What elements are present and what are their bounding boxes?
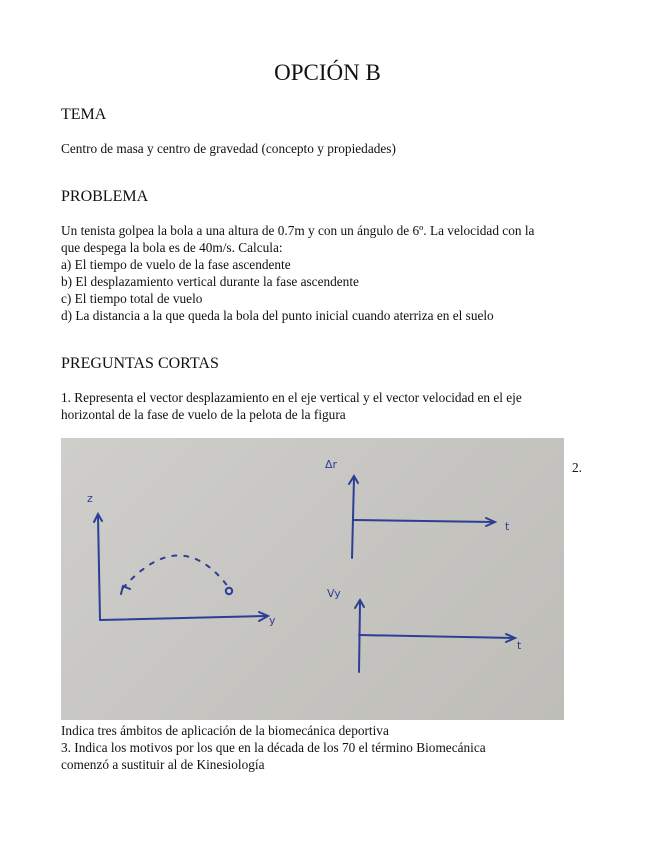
vy-t-axis [359,635,513,638]
page-title: OPCIÓN B [274,60,381,85]
problema-line: que despega la bola es de 40m/s. Calcula: [61,240,283,255]
y-axis [100,616,266,620]
problema-heading: PROBLEMA [61,188,149,205]
trajectory-dashed [123,556,229,589]
dr-axis [352,478,354,558]
question-3-line: 3. Indica los motivos por los que en la década de los 70 el término Biomecánica [61,740,486,755]
label-y: y [269,614,276,627]
handdrawn-figure-photo [61,438,564,720]
tema-text: Centro de masa y centro de gravedad (concepto y propiedades) [61,141,396,156]
figure-sketch [61,438,564,720]
dr-t-axis [353,520,493,522]
ball-marker [226,588,232,594]
trajectory-arrow [121,586,130,594]
question-1-line: 1. Representa el vector desplazamiento en el eje vertical y el vector velocidad en el eje [61,390,522,405]
label-vy: Vy [327,587,341,600]
vy-axis [359,602,360,672]
problema-line: c) El tiempo total de vuelo [61,291,203,306]
question-3-line: comenzó a sustituir al de Kinesiología [61,757,265,772]
label-t-bottom: t [517,639,522,652]
problema-line: d) La distancia a la que queda la bola del punto inicial cuando aterriza en el suelo [61,308,494,323]
problema-line: Un tenista golpea la bola a una altura de 0.7m y con un ángulo de 6º. La velocidad con la [61,223,535,238]
preguntas-heading: PREGUNTAS CORTAS [61,355,219,372]
label-t-top: t [505,520,510,533]
z-axis [98,516,100,620]
tema-heading: TEMA [61,106,107,123]
question-2-number: 2. [572,460,582,475]
label-delta-r: Δr [325,458,338,471]
question-1-line: horizontal de la fase de vuelo de la pelota de la figura [61,407,346,422]
problema-line: b) El desplazamiento vertical durante la fase ascendente [61,274,359,289]
label-z: z [87,492,93,505]
question-2-text: Indica tres ámbitos de aplicación de la biomecánica deportiva [61,723,389,738]
problema-line: a) El tiempo de vuelo de la fase ascendente [61,257,291,272]
